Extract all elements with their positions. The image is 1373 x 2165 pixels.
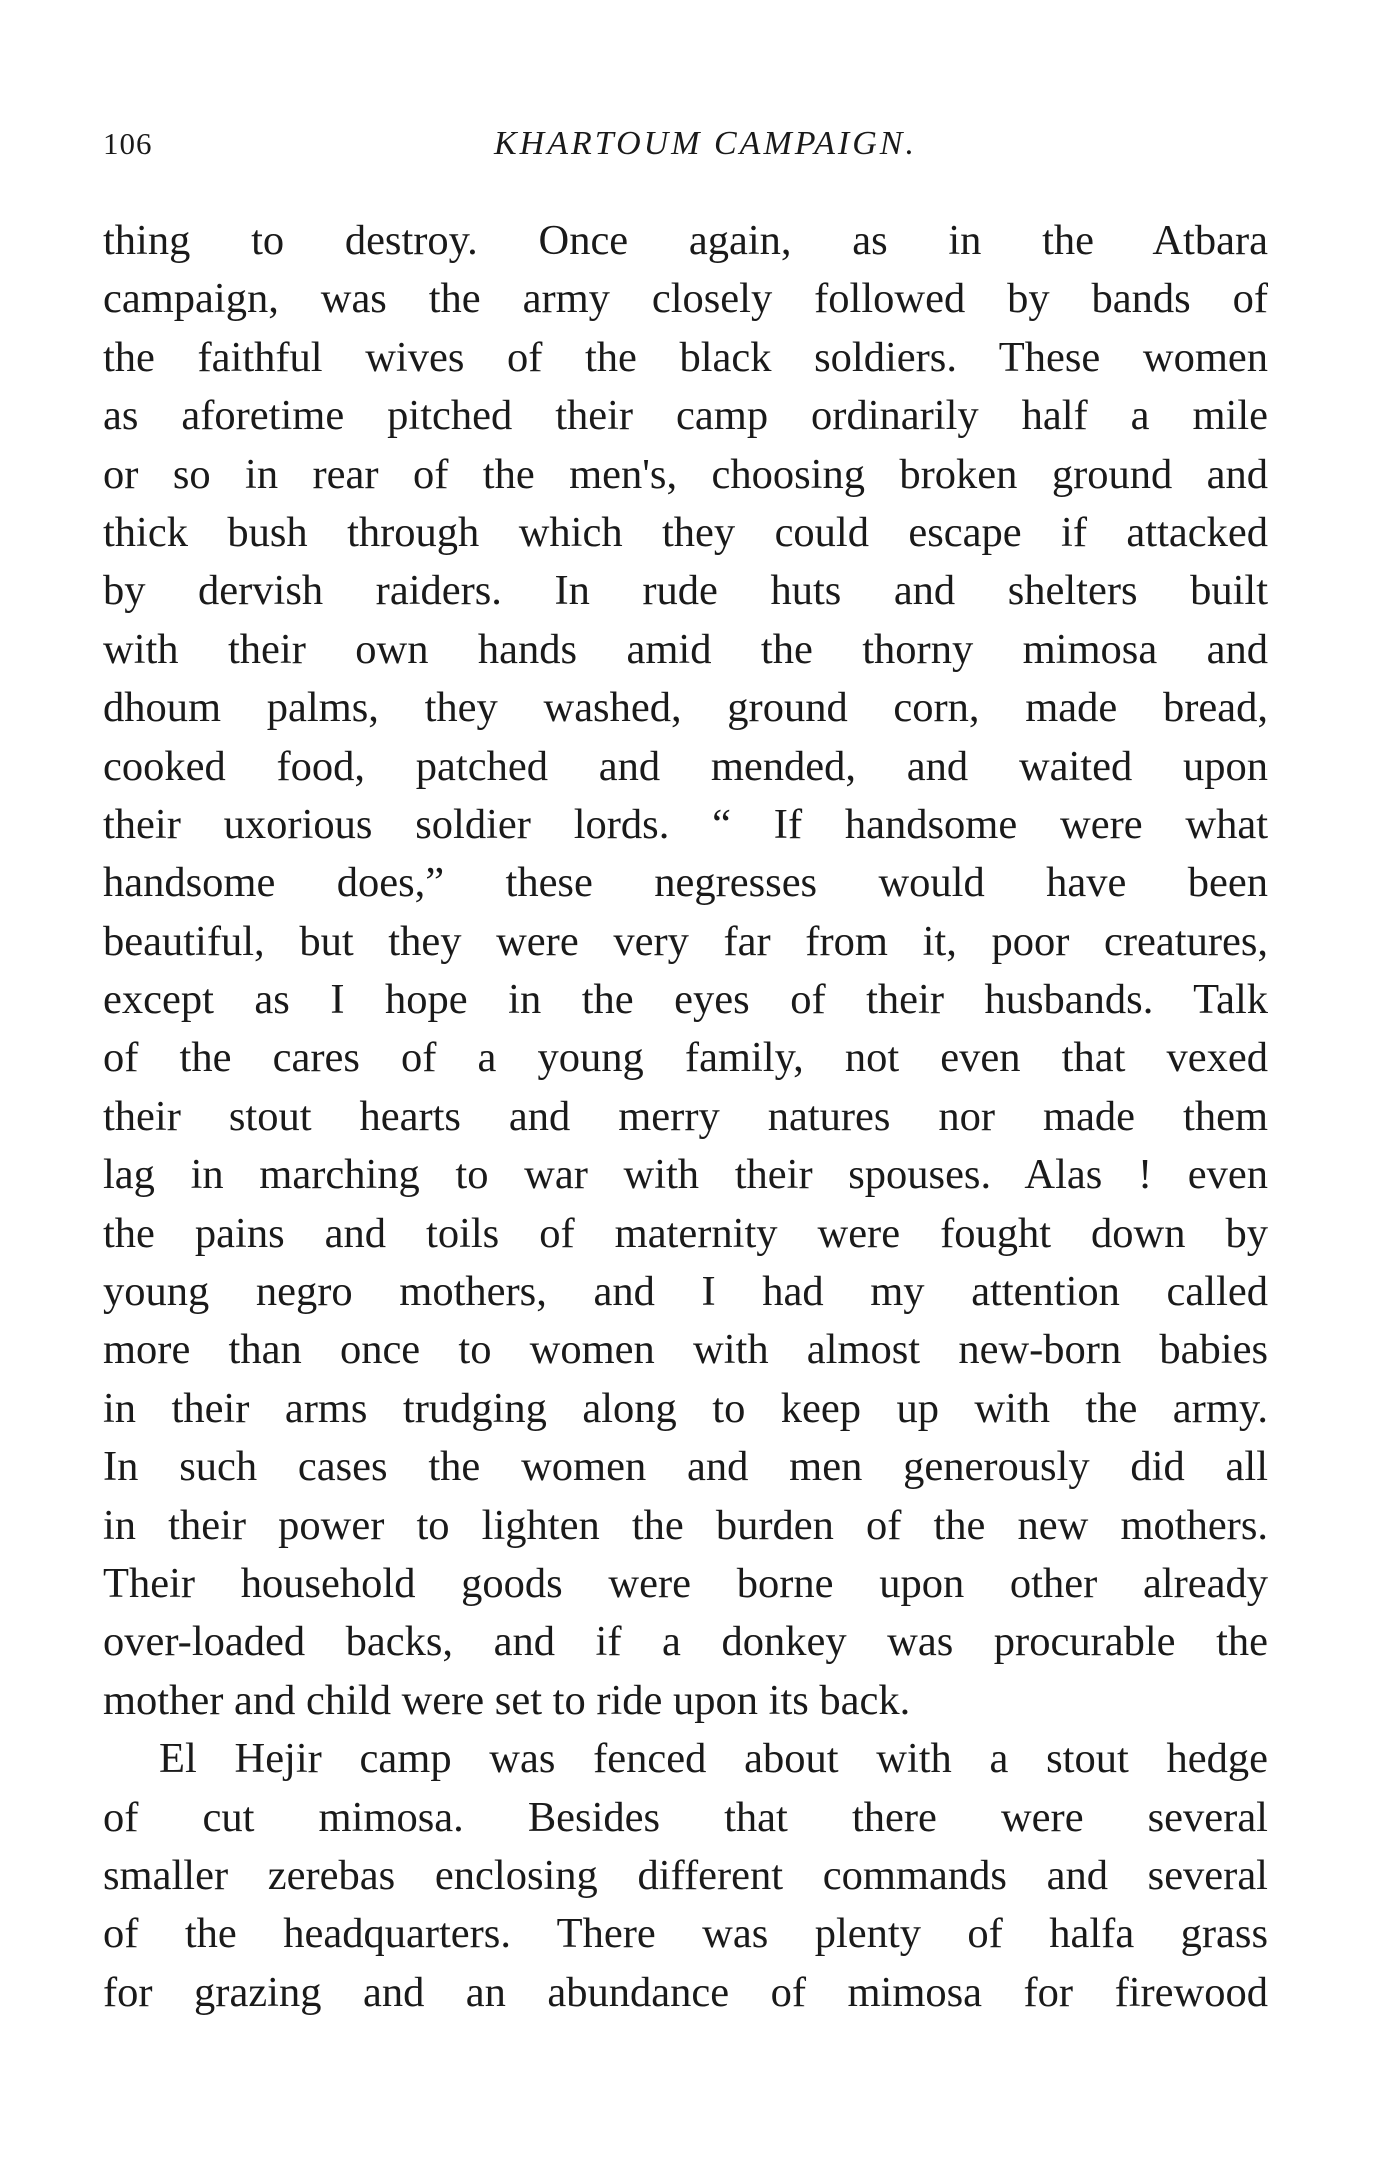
text-line: their uxorious soldier lords. “ If handsome were what: [103, 800, 1268, 848]
text-line: of cut mimosa. Besides that there were several: [103, 1793, 1268, 1841]
running-title: KHARTOUM CAMPAIGN.: [494, 125, 917, 162]
text-line: the pains and toils of maternity were fought down by: [103, 1209, 1268, 1257]
text-line: thick bush through which they could escape if attacked: [103, 508, 1268, 556]
text-line: in their power to lighten the burden of the new mothers.: [103, 1501, 1268, 1549]
text-line: by dervish raiders. In rude huts and shelters built: [103, 567, 1268, 615]
body-text: [103, 212, 1268, 2022]
text-line: with their own hands amid the thorny mimosa and: [103, 625, 1268, 673]
paragraph-end-line: mother and child were set to ride upon its back.: [103, 1676, 911, 1724]
text-line: as aforetime pitched their camp ordinarily half a mile: [103, 392, 1268, 440]
page-header: [103, 122, 1268, 166]
text-line: or so in rear of the men's, choosing broken ground and: [103, 450, 1268, 498]
text-line: dhoum palms, they washed, ground corn, made bread,: [103, 684, 1268, 732]
text-line: in their arms trudging along to keep up with the army.: [103, 1384, 1268, 1432]
paragraph-start-line: El Hejir camp was fenced about with a stout hedge: [159, 1735, 1268, 1783]
text-line: beautiful, but they were very far from it, poor creatures,: [103, 917, 1268, 965]
text-line: young negro mothers, and I had my attention called: [103, 1268, 1268, 1316]
text-line: their stout hearts and merry natures nor made them: [103, 1092, 1268, 1140]
text-line: smaller zerebas enclosing different commands and several: [103, 1851, 1268, 1899]
text-line: cooked food, patched and mended, and waited upon: [103, 742, 1268, 790]
text-line: campaign, was the army closely followed by bands of: [103, 275, 1268, 323]
text-line: handsome does,” these negresses would have been: [103, 859, 1268, 907]
text-line: thing to destroy. Once again, as in the Atbara: [103, 217, 1268, 264]
text-line: of the headquarters. There was plenty of halfa grass: [103, 1910, 1268, 1958]
text-line: more than once to women with almost new-born babies: [103, 1326, 1268, 1374]
text-line: lag in marching to war with their spouses. Alas ! even: [103, 1151, 1268, 1199]
text-line: In such cases the women and men generously did all: [103, 1443, 1268, 1491]
text-line: Their household goods were borne upon other already: [103, 1559, 1268, 1607]
text-line: of the cares of a young family, not even that vexed: [103, 1034, 1268, 1082]
text-line: for grazing and an abundance of mimosa for firewood: [103, 1968, 1268, 2016]
page-number: 106: [103, 126, 153, 161]
text-line: except as I hope in the eyes of their husbands. Talk: [103, 976, 1268, 1024]
text-line: over-loaded backs, and if a donkey was procurable the: [103, 1618, 1268, 1666]
text-line: the faithful wives of the black soldiers. These women: [103, 333, 1268, 381]
